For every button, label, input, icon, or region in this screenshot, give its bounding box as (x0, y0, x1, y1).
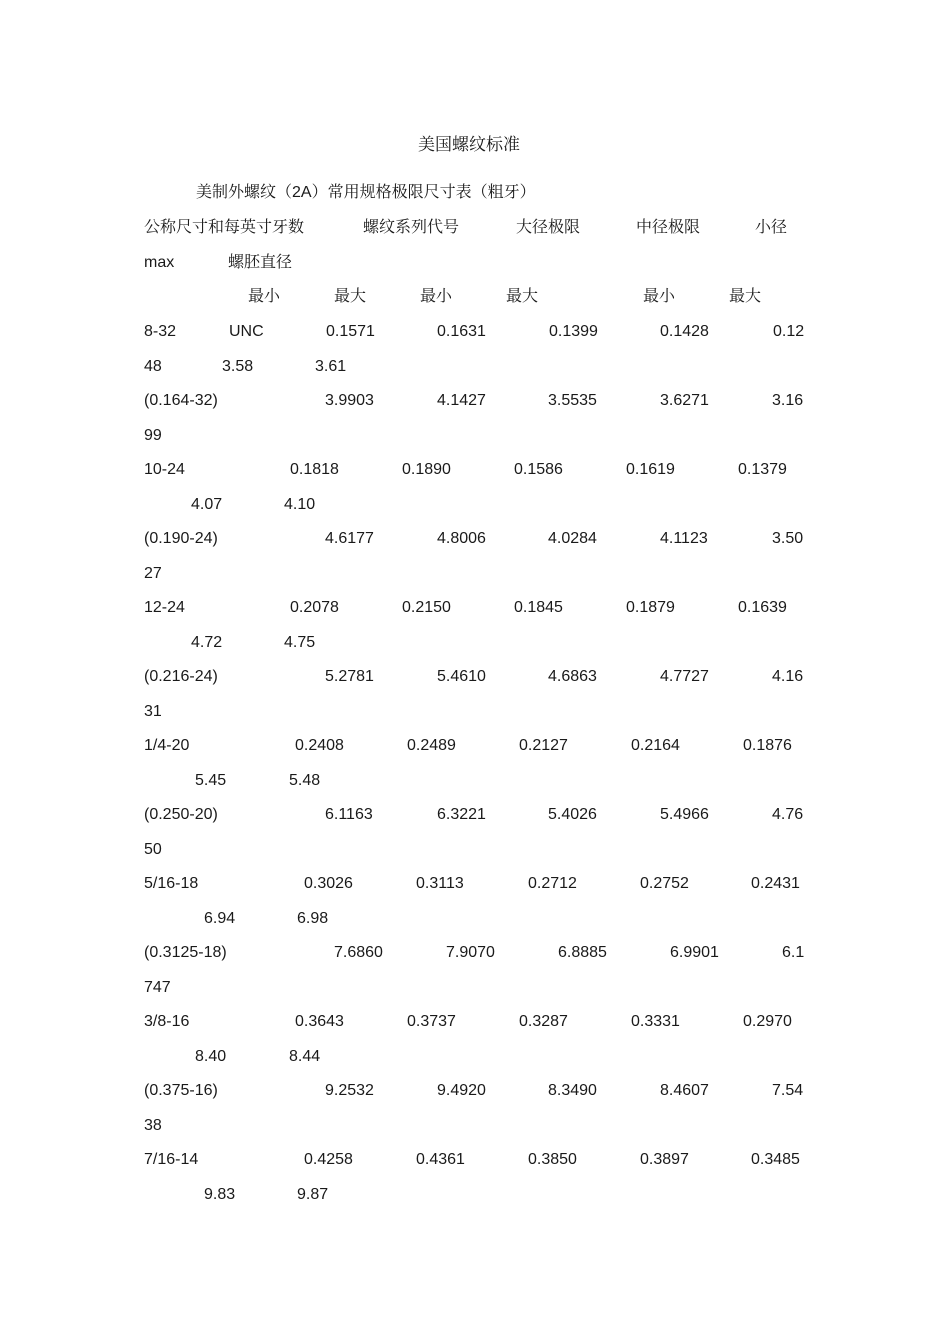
table-cell: (0.250-20) (144, 806, 218, 823)
table-cell: 0.1428 (660, 323, 709, 340)
table-cell: 3.50 (772, 530, 804, 547)
table-cell: 4.76 (772, 806, 804, 823)
table-cell: 0.2970 (743, 1013, 792, 1030)
table-cell: (0.3125-18) (144, 944, 227, 961)
table-cell: 0.2164 (631, 737, 680, 754)
table-cell: 0.3287 (519, 1013, 568, 1030)
table-cell: 0.2150 (402, 599, 451, 616)
table-row (0, 424, 950, 448)
table-cell: UNC (229, 323, 264, 340)
table-cell: 0.2712 (528, 875, 577, 892)
table-cell: (0.216-24) (144, 668, 218, 685)
table-cell: 0.1639 (738, 599, 787, 616)
table-cell: 0.2127 (519, 737, 568, 754)
table-cell: 8-32 (144, 323, 177, 340)
table-cell: 4.7727 (660, 668, 709, 685)
table-cell: 7.9070 (446, 944, 495, 961)
table-cell: 3.9903 (325, 392, 374, 409)
header-cell: 螺胚直径 (228, 254, 293, 271)
table-cell: 9.4920 (437, 1082, 486, 1099)
table-cell: 31 (144, 703, 162, 720)
table-row (0, 1045, 950, 1069)
table-header-row (0, 285, 950, 309)
table-cell: 4.6863 (548, 668, 597, 685)
table-cell: 0.1619 (626, 461, 675, 478)
table-cell: 747 (144, 979, 171, 996)
table-cell: 0.3850 (528, 1151, 577, 1168)
header-cell: 最小 (248, 288, 281, 305)
table-cell: 6.9901 (670, 944, 719, 961)
table-row (0, 1010, 950, 1034)
table-cell: 4.10 (284, 496, 316, 513)
table-row (0, 976, 950, 1000)
table-cell: 0.1845 (514, 599, 563, 616)
table-cell: 4.1427 (437, 392, 486, 409)
table-cell: 0.4361 (416, 1151, 465, 1168)
table-cell: 0.3113 (416, 875, 464, 892)
table-cell: 5.48 (289, 772, 321, 789)
table-cell: 0.1399 (549, 323, 598, 340)
table-cell: 12-24 (144, 599, 185, 616)
table-row (0, 1114, 950, 1138)
table-header-row (0, 251, 950, 275)
header-cell: 公称尺寸和每英寸牙数 (144, 219, 305, 236)
table-row (0, 389, 950, 413)
table-cell: 9.83 (204, 1186, 236, 1203)
table-cell: 50 (144, 841, 162, 858)
table-cell: 3.16 (772, 392, 804, 409)
table-cell: 5.4966 (660, 806, 709, 823)
header-cell: 最小 (420, 288, 453, 305)
table-cell: 4.0284 (548, 530, 597, 547)
header-cell: 最大 (334, 288, 367, 305)
table-cell: (0.164-32) (144, 392, 218, 409)
table-cell: 5/16-18 (144, 875, 199, 892)
table-row (0, 872, 950, 896)
document-title: 美国螺纹标准 (418, 135, 520, 154)
table-row (0, 527, 950, 551)
table-cell: 4.16 (772, 668, 804, 685)
table-row (0, 596, 950, 620)
header-cell: 最大 (506, 288, 539, 305)
header-cell: 最小 (643, 288, 676, 305)
table-cell: 0.3897 (640, 1151, 689, 1168)
table-cell: 0.1890 (402, 461, 451, 478)
table-cell: 0.2489 (407, 737, 456, 754)
table-cell: 6.8885 (558, 944, 607, 961)
header-cell: 中径极限 (636, 219, 701, 236)
table-row (0, 734, 950, 758)
table-cell: 0.1571 (326, 323, 375, 340)
table-row (0, 907, 950, 931)
table-row (0, 320, 950, 344)
table-cell: 5.4026 (548, 806, 597, 823)
table-cell: 0.1879 (626, 599, 675, 616)
table-cell: (0.190-24) (144, 530, 218, 547)
table-cell: 4.75 (284, 634, 316, 651)
table-cell: 3.61 (315, 358, 347, 375)
table-cell: 4.1123 (660, 530, 708, 547)
table-cell: 99 (144, 427, 162, 444)
table-cell: 0.3331 (631, 1013, 680, 1030)
table-row (0, 631, 950, 655)
table-cell: 7/16-14 (144, 1151, 199, 1168)
table-cell: 0.1586 (514, 461, 563, 478)
table-cell: 4.6177 (325, 530, 374, 547)
table-cell: 0.2752 (640, 875, 689, 892)
table-cell: 0.2408 (295, 737, 344, 754)
table-cell: 3.6271 (660, 392, 709, 409)
table-row (0, 458, 950, 482)
header-cell: 小径 (755, 219, 788, 236)
table-cell: 6.1163 (325, 806, 373, 823)
table-cell: 7.6860 (334, 944, 383, 961)
table-cell: 0.3026 (304, 875, 353, 892)
table-cell: 8.40 (195, 1048, 227, 1065)
table-cell: 0.3643 (295, 1013, 344, 1030)
table-cell: 4.8006 (437, 530, 486, 547)
table-cell: 0.3485 (751, 1151, 800, 1168)
table-cell: 0.1818 (290, 461, 339, 478)
table-cell: 6.3221 (437, 806, 486, 823)
table-cell: 3.5535 (548, 392, 597, 409)
table-cell: 8.44 (289, 1048, 321, 1065)
table-cell: 4.07 (191, 496, 223, 513)
table-cell: 3.58 (222, 358, 254, 375)
table-cell: 0.3737 (407, 1013, 456, 1030)
table-row (0, 355, 950, 379)
table-row (0, 838, 950, 862)
table-cell: 38 (144, 1117, 162, 1134)
table-row (0, 493, 950, 517)
header-cell: max (144, 254, 175, 271)
table-row (0, 700, 950, 724)
table-row (0, 803, 950, 827)
table-cell: 9.87 (297, 1186, 329, 1203)
table-row (0, 941, 950, 965)
table-cell: 0.1631 (437, 323, 486, 340)
table-row (0, 769, 950, 793)
table-cell: 8.4607 (660, 1082, 709, 1099)
table-cell: 6.98 (297, 910, 329, 927)
table-row (0, 1079, 950, 1103)
header-cell: 螺纹系列代号 (363, 219, 460, 236)
table-cell: 5.4610 (437, 668, 486, 685)
table-cell: 0.1876 (743, 737, 792, 754)
table-cell: 3/8-16 (144, 1013, 190, 1030)
table-row (0, 665, 950, 689)
table-row (0, 562, 950, 586)
header-cell: 大径极限 (516, 219, 581, 236)
table-row (0, 1148, 950, 1172)
table-cell: 0.4258 (304, 1151, 353, 1168)
table-cell: 27 (144, 565, 162, 582)
table-cell: 6.94 (204, 910, 236, 927)
table-cell: 0.1379 (738, 461, 787, 478)
table-cell: 0.2431 (751, 875, 800, 892)
table-cell: 8.3490 (548, 1082, 597, 1099)
table-header-row (0, 216, 950, 240)
table-cell: 4.72 (191, 634, 223, 651)
table-cell: 5.2781 (325, 668, 374, 685)
table-cell: 9.2532 (325, 1082, 374, 1099)
table-cell: 5.45 (195, 772, 227, 789)
table-row (0, 1183, 950, 1207)
table-cell: 48 (144, 358, 162, 375)
table-cell: 1/4-20 (144, 737, 190, 754)
header-cell: 最大 (729, 288, 762, 305)
table-cell: 7.54 (772, 1082, 804, 1099)
table-cell: (0.375-16) (144, 1082, 218, 1099)
table-cell: 6.1 (782, 944, 805, 961)
table-cell: 0.2078 (290, 599, 339, 616)
table-cell: 0.12 (773, 323, 805, 340)
table-cell: 10-24 (144, 461, 185, 478)
table-caption: 美制外螺纹（2A）常用规格极限尺寸表（粗牙） (196, 184, 536, 201)
